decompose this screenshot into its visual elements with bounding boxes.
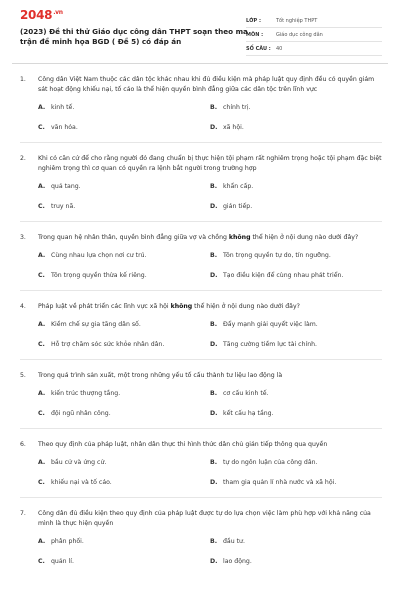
option-text: Tôn trọng quyền tự do, tín ngưỡng.	[223, 252, 331, 259]
answer-option[interactable]	[38, 321, 210, 329]
answer-option[interactable]	[210, 183, 382, 191]
answer-options	[20, 183, 382, 211]
option-letter: D.	[210, 124, 218, 131]
option-text: đội ngũ nhân công.	[51, 410, 111, 417]
answer-option[interactable]	[210, 252, 382, 260]
answer-option[interactable]	[38, 558, 210, 566]
question-text-part: thể hiện ở nội dung nào dưới đây?	[250, 234, 359, 241]
answer-option[interactable]	[38, 410, 210, 418]
answer-option[interactable]	[210, 538, 382, 546]
answer-option[interactable]	[38, 272, 210, 280]
question-number: 5.	[20, 372, 26, 379]
question-text-part: Công dân đủ điều kiện theo quy định của pháp luật được tự do lựa chọn việc làm phù hợp với khả năng của mình là thực hiện quyền	[38, 510, 371, 527]
question-item	[20, 360, 382, 429]
answer-option[interactable]	[210, 558, 382, 566]
question-text-part: Khi có căn cứ để cho rằng người đó đang chuẩn bị thực hiện tội phạm rất nghiêm trọng hoặc tội phạm đặc biệt nghiêm trọng thì cơ quan có quyền ra lệnh bắt người trong trường hợp	[38, 155, 382, 172]
meta-row	[246, 42, 382, 56]
header-divider	[12, 63, 388, 64]
question-number: 6.	[20, 441, 26, 448]
option-letter: A.	[38, 459, 46, 466]
option-letter: B.	[210, 104, 218, 111]
option-letter: C.	[38, 410, 45, 417]
option-letter: C.	[38, 272, 45, 279]
option-letter: B.	[210, 183, 218, 190]
answer-option[interactable]	[38, 538, 210, 546]
question-list	[0, 64, 400, 576]
question-item	[20, 429, 382, 498]
option-text: Hỗ trợ chăm sóc sức khỏe nhân dân.	[51, 341, 165, 348]
answer-option[interactable]	[210, 124, 382, 132]
answer-option[interactable]	[210, 479, 382, 487]
option-letter: A.	[38, 252, 46, 259]
question-number: 3.	[20, 234, 26, 241]
option-text: xã hội.	[223, 124, 244, 131]
question-head	[20, 302, 382, 312]
option-text: bầu cử và ứng cử.	[51, 459, 107, 466]
question-head	[20, 509, 382, 529]
option-letter: B.	[210, 390, 218, 397]
answer-option[interactable]	[38, 390, 210, 398]
question-item	[20, 64, 382, 143]
option-letter: B.	[210, 321, 218, 328]
question-text	[38, 302, 300, 312]
answer-option[interactable]	[38, 459, 210, 467]
option-text: khiếu nại và tố cáo.	[51, 479, 112, 486]
answer-option[interactable]	[38, 183, 210, 191]
answer-option[interactable]	[210, 104, 382, 112]
meta-value: 40	[276, 45, 283, 52]
question-number: 1.	[20, 76, 26, 83]
answer-options	[20, 252, 382, 280]
answer-option[interactable]	[38, 479, 210, 487]
answer-options	[20, 459, 382, 487]
option-text: lao động.	[223, 558, 252, 565]
option-text: Cùng nhau lựa chọn nơi cư trú.	[51, 252, 147, 259]
option-letter: C.	[38, 479, 45, 486]
option-text: gián tiếp.	[223, 203, 253, 210]
answer-option[interactable]	[210, 272, 382, 280]
question-head	[20, 371, 382, 381]
option-text: khẩn cấp.	[223, 183, 254, 190]
option-letter: D.	[210, 272, 218, 279]
meta-row	[246, 28, 382, 42]
question-text	[38, 233, 358, 243]
option-text: Kiềm chế sự gia tăng dân số.	[51, 321, 141, 328]
option-text: kinh tế.	[51, 104, 75, 111]
question-text-part: Pháp luật về phát triển các lĩnh vực xã hội	[38, 303, 171, 310]
answer-options	[20, 538, 382, 566]
answer-options	[20, 390, 382, 418]
question-text-part: Công dân Việt Nam thuộc các dân tộc khác nhau khi đủ điều kiện mà pháp luật quy định đều có quyền giám sát hoạt động khiếu nại, tố cáo là thể hiện quyền bình đẳng giữa các dân tộc trên lĩnh vực	[38, 76, 375, 93]
question-text	[38, 440, 327, 450]
meta-label: MÔN :	[246, 31, 264, 38]
option-letter: C.	[38, 203, 45, 210]
question-text-part: Trong quan hệ nhân thân, quyền bình đẳng giữa vợ và chồng	[38, 234, 229, 241]
option-letter: D.	[210, 558, 218, 565]
logo-suffix: .vn	[53, 9, 63, 16]
answer-option[interactable]	[210, 203, 382, 211]
option-text: cơ cấu kinh tế.	[223, 390, 269, 397]
question-emphasis: không	[228, 234, 251, 241]
logo-main: 2048	[20, 8, 53, 22]
question-emphasis: không	[170, 303, 193, 310]
answer-option[interactable]	[38, 252, 210, 260]
option-text: truy nã.	[51, 203, 76, 210]
option-text: đầu tư.	[223, 538, 245, 545]
option-letter: A.	[38, 390, 46, 397]
document-title: (2023) Đề thi thử Giáo dục công dân THPT soạn theo ma trận đề minh họa BGD ( Đề 5) có đáp án	[20, 27, 248, 46]
question-text	[38, 75, 382, 95]
answer-option[interactable]	[38, 203, 210, 211]
question-item	[20, 498, 382, 576]
option-text: tham gia quản lí nhà nước và xã hội.	[223, 479, 337, 486]
meta-value: Giáo dục công dân	[276, 31, 323, 38]
meta-label: SỐ CÂU :	[246, 45, 271, 52]
option-letter: B.	[210, 538, 218, 545]
question-number: 2.	[20, 155, 26, 162]
option-text: tự do ngôn luận của công dân.	[223, 459, 318, 466]
option-text: kết cấu hạ tầng.	[223, 410, 274, 417]
answer-option[interactable]	[210, 341, 382, 349]
answer-option[interactable]	[38, 104, 210, 112]
option-letter: C.	[38, 124, 45, 131]
question-text-part: thể hiện ở nội dung nào dưới đây?	[192, 303, 300, 310]
answer-option[interactable]	[210, 410, 382, 418]
page-header	[0, 0, 400, 64]
option-letter: A.	[38, 321, 46, 328]
answer-options	[20, 321, 382, 349]
option-text: Tôn trọng quyền thừa kế riêng.	[51, 272, 147, 279]
option-text: Tăng cường tiềm lực tài chính.	[223, 341, 318, 348]
answer-option[interactable]	[38, 341, 210, 349]
option-text: chính trị.	[223, 104, 251, 111]
option-text: quản lí.	[51, 558, 74, 565]
question-item	[20, 291, 382, 360]
option-letter: D.	[210, 479, 218, 486]
option-text: quả tang.	[51, 183, 81, 190]
question-text	[38, 509, 382, 529]
answer-option[interactable]	[210, 390, 382, 398]
question-text	[38, 154, 382, 174]
option-letter: A.	[38, 104, 46, 111]
option-text: phân phối.	[51, 538, 84, 545]
question-head	[20, 154, 382, 174]
question-text	[38, 371, 282, 381]
option-letter: D.	[210, 410, 218, 417]
option-letter: A.	[38, 183, 46, 190]
option-letter: D.	[210, 203, 218, 210]
option-letter: B.	[210, 459, 218, 466]
option-letter: D.	[210, 341, 218, 348]
option-text: Đẩy mạnh giải quyết việc làm.	[223, 321, 318, 328]
option-letter: A.	[38, 538, 46, 545]
meta-label: LỚP :	[246, 17, 261, 24]
option-letter: B.	[210, 252, 218, 259]
meta-value: Tốt nghiệp THPT	[276, 17, 318, 24]
question-text-part: Theo quy định của pháp luật, nhân dân thực thi hình thức dân chủ gián tiếp thông qua quyền	[38, 441, 328, 448]
question-item	[20, 222, 382, 291]
option-letter: C.	[38, 341, 45, 348]
question-head	[20, 233, 382, 243]
option-text: kiến trúc thượng tầng.	[51, 390, 121, 397]
option-letter: C.	[38, 558, 45, 565]
option-text: Tạo điều kiện để cùng nhau phát triển.	[223, 272, 344, 279]
question-text-part: Trong quá trình sản xuất, một trong những yếu tố cấu thành tư liệu lao động là	[38, 372, 283, 379]
option-text: văn hóa.	[51, 124, 78, 131]
answer-option[interactable]	[210, 459, 382, 467]
answer-option[interactable]	[38, 124, 210, 132]
exam-meta	[246, 14, 382, 56]
answer-option[interactable]	[210, 321, 382, 329]
question-head	[20, 75, 382, 95]
question-number: 4.	[20, 303, 26, 310]
question-item	[20, 143, 382, 222]
meta-row	[246, 14, 382, 28]
answer-options	[20, 104, 382, 132]
question-head	[20, 440, 382, 450]
question-number: 7.	[20, 510, 26, 517]
